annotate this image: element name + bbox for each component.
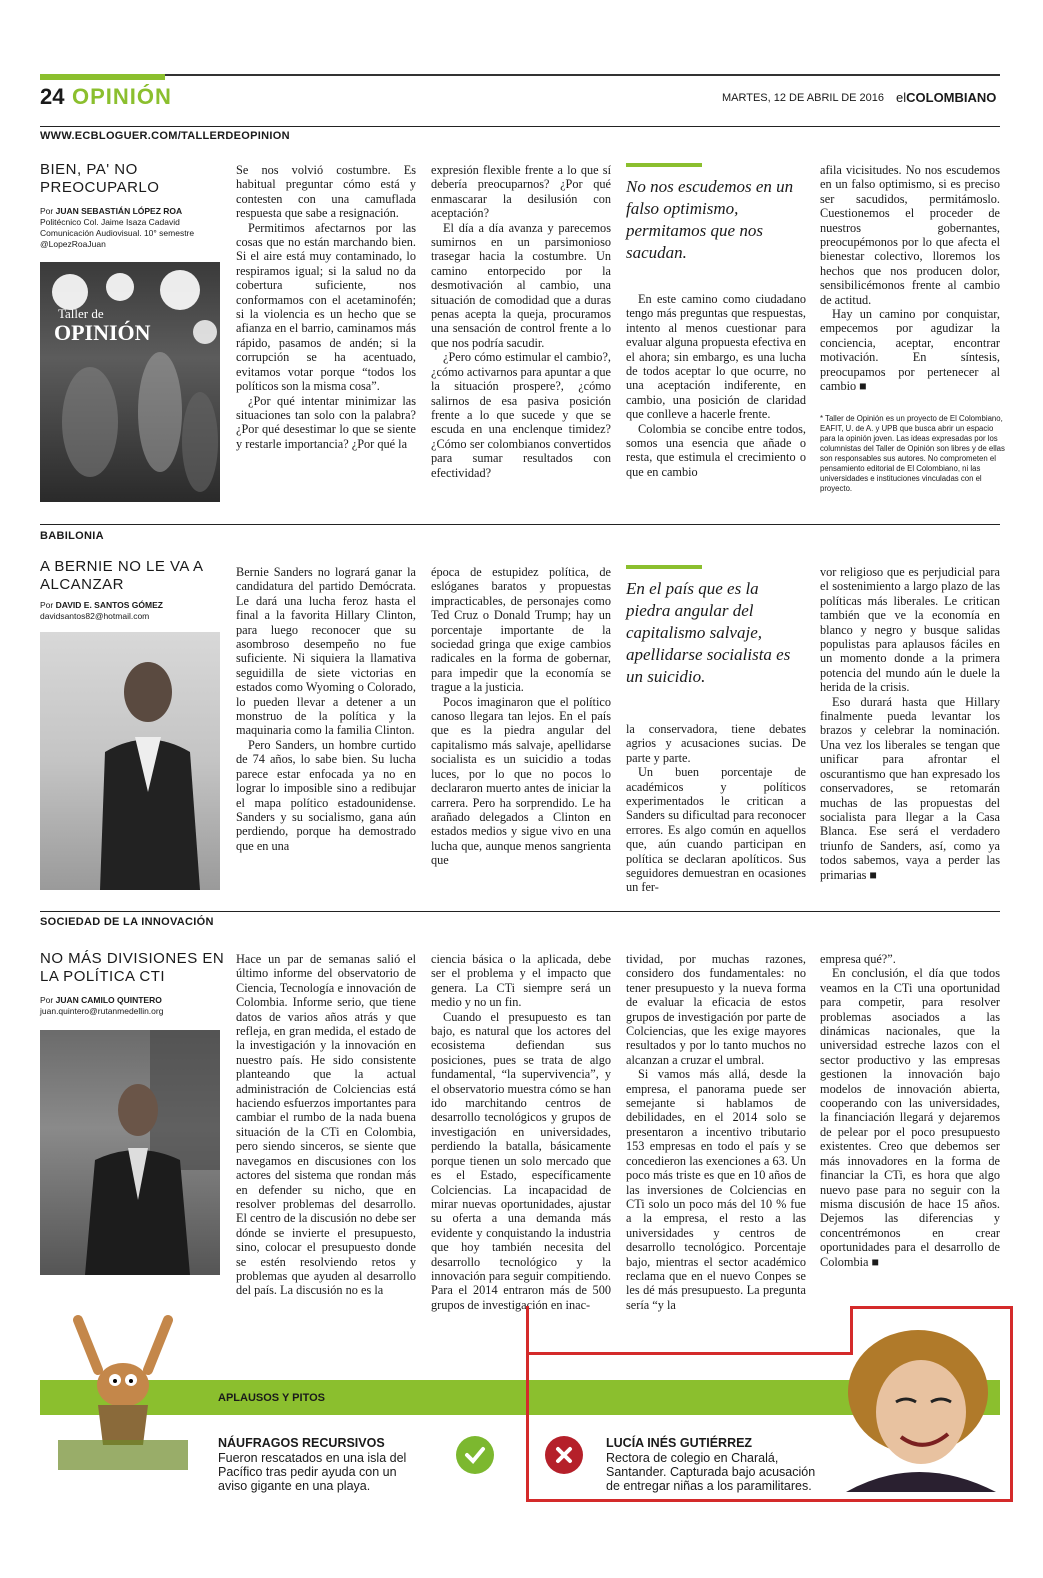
paragraph: empresa qué?”. [820, 952, 896, 966]
paragraph: ciencia básica o la aplicada, debe ser el problema y el impacto que genera. La CTi siempre será un medio y no un fin. [431, 952, 611, 1010]
paragraph: Hace un par de semanas salió el último informe del observatorio de Ciencia, Tecnología e innovación de Colombia. Informe serio, que tiene datos de varios años atrás y que refleja, en gran medida, el estado de la investigación y la innovación en nuestro país. He sido consistente planteando que la actual administración de Colciencias está haciendo esfuerzos importantes para cambiar el rumbo de la nada buena situación de la CTi en Colombia, pero siendo sinceros, se siente que navegamos en discusiones con los actores del sistema que rondan más en defender su nicho, que en resolver problemas del desarrollo. El centro de la discusión no debe ser dónde se invierte el presupuesto, sino, colocar el presupuesto donde se estén resolviendo retos y problemas que ayuden al desarrollo del país. La discusión no es la [236, 952, 416, 1298]
paragraph: El día a día avanza y parecemos sumirnos en un parsimonioso trasegar hacia la costumbre. Un camino entorpecido por la desmotivación al cambio, una situación de comodidad que a duras penas acepta la queja, procuramos una sensación de control frente a lo que nos podría sacudir. [431, 220, 611, 350]
author-info: Comunicación Audiovisual. 10° semestre [40, 228, 195, 238]
article-column [431, 163, 611, 508]
article-column [431, 952, 611, 1342]
paragraph: Se nos volvió costumbre. Es habitual preguntar cómo está y contesten con una camuflada respuesta que sabe a resignación. [236, 163, 416, 221]
byline-prefix: Por [40, 206, 56, 216]
dateline: MARTES, 12 DE ABRIL DE 2016 [722, 92, 885, 104]
article-column [626, 722, 806, 894]
paragraph: época de estupidez política, de eslóganes baratos y propuestas impracticables, de personajes como Ted Cruz o Donald Trump; hay un porcentaje importante de la sociedad gringa que exige cambios radicales en la forma de gobernar, para impedir que la economía se trague a la justicia. [431, 565, 611, 695]
byline-prefix: Por [40, 995, 56, 1005]
aplausos-label: APLAUSOS Y PITOS [218, 1392, 325, 1404]
paragraph: Eso durará hasta que Hillary finalmente pueda levantar los brazos y celebrar la nominación. Una vez los liberales se tengan que unificar para afrontar el oscurantismo que han expresado los conservadores, se retomarán muchas de las propuestas del socialista para llegar a la Casa Blanca. Ese será el verdadero triunfo de Sanders, así, como ya todos sabemos, vaya a perder las primarias ■ [820, 694, 1000, 882]
article-headline: A BERNIE NO LE VA A ALCANZAR [40, 558, 203, 593]
highlight-frame-top-right [850, 1306, 1013, 1309]
paragraph: la conservadora, tiene debates agrios y acusaciones sucias. De parte y parte. [626, 722, 806, 765]
paragraph: Pero Sanders, un hombre curtido de 74 años, lo sabe bien. Su lucha parece estar enfocada ya no en lograr lo imposible sino a redibujar el mapa político estadounidense. Sanders y su socialismo, gana aún perdiendo, porque ha demostrado que en una [236, 737, 416, 853]
section-label-taller: WWW.ECBLOGUER.COM/TALLERDEOPINION [40, 130, 290, 142]
author-info: @LopezRoaJuan [40, 239, 106, 249]
section-rule [40, 524, 1000, 525]
paragraph: tividad, por muchas razones, considero dos fundamentales: no tener presupuesto y la nueva forma de evaluar la eficacia de estos grupos de investigación por parte de Colciencias, que les exige mayores resultados y por lo tanto muchos no alcanzan a cruzar el umbral. [626, 952, 806, 1067]
taller-image-graphic [40, 262, 220, 502]
paragraph: Pocos imaginaron que el político canoso llegara tan lejos. En el país que es la piedra angular del capitalismo más salvaje, apellidarse socialista es un suicidio a todas luces, por lo que no pocos lo declararon muerto antes de iniciar la carrera. Pero ha sorprendido. Le ha arañado delegados a Clinton en estados medios y sigue vivo en una lucha que, aunque menos sangrienta que [431, 694, 611, 868]
aplauso-text: Fueron rescatados en una isla del Pacífico tras pedir ayuda con un aviso gigante en una playa. [218, 1451, 407, 1493]
article-column [820, 163, 1000, 411]
pito-text: Rectora de colegio en Charalá, Santander. Capturada bajo acusación de entregar niñas a los paramilitares. [606, 1451, 816, 1493]
paragraph: Un buen porcentaje de académicos y políticos experimentados le critican a Sanders su dificultad para reconocer errores. Es algo común en aquellos que, aún cuando participan en política se declaran apolíticos. Sus seguidores demuestran en ocasiones un fer- [626, 765, 806, 894]
taller-image-caption-top: Taller de [58, 306, 104, 321]
taller-image-caption-bottom: OPINIÓN [54, 320, 151, 345]
castaway-illustration [48, 1310, 198, 1475]
article-column [431, 565, 611, 895]
paragraph: Permitimos afectarnos por las cosas que no están marchando bien. Si el aire está muy contaminado, lo respiramos igual; si la salud no da cobertura suficiente, nos conformamos con el acetaminofén; si la violencia es un hecho que se afianza en el barrio, caminamos más rápido, pasamos de andén; si la corrupción se ha acentuado, evitamos votar porque “todos los políticos son la misma cosa”. [236, 220, 416, 394]
top-rule-accent [40, 74, 165, 80]
author-photo-graphic [40, 632, 220, 890]
paragraph: Colombia se concibe entre todos, somos una esencia que añade o resta, que estimula el crecimiento o que en cambio [626, 421, 806, 479]
article-column [236, 163, 416, 508]
section-label-innovacion: SOCIEDAD DE LA INNOVACIÓN [40, 916, 214, 928]
author-name: JUAN SEBASTIÁN LÓPEZ ROA [55, 206, 183, 216]
article-headline: NO MÁS DIVISIONES EN LA POLÍTICA CTI [40, 950, 225, 985]
paragraph: Cuando el presupuesto es tan bajo, es natural que los actores del ecosistema defiendan sus posiciones, pues se trata de algo fundamental, “la supervivencia”, y el observatorio muestra cómo se han ido marchitando centros de desarrollo tecnológicos y grupos de investigación en universidades, perdiendo la batalla, básicamente porque tienen un solo mercado que es el Estado, específicamente Colciencias. La incapacidad de mirar nuevas oportunidades, ajustar su oferta a una demanda más evidente y conquistando la industria que hoy también necesita del desarrollo tecnológico y la innovación para seguir compitiendo. Para el 2014 entraron más de 500 grupos de investigación en inac- [431, 1009, 611, 1312]
author-info: juan.quintero@rutanmedellin.org [40, 1006, 164, 1016]
author-photo [40, 632, 220, 890]
paragraph: En conclusión, el día que todos veamos en la CTi una oportunidad para competir, para resolver problemas asociados a las dinámicas nacionales, que la universidad estreche lazos con el sector productivo y las empresas gestionen la innovación bajo modelos de innovación abierta, cooperando con las universidades, la financiación llegará y dejaremos de pelear por el poco presupuesto existentes. Creo que debemos ser más innovadores en la forma de financiar la CTi, es hora que algo nuevo pase para no seguir con la misma discusión de hace 15 años. Dejemos las diferencias y concentrémonos en crear oportunidades para el desarrollo de Colombia ■ [820, 966, 1000, 1269]
paragraph: ¿Por qué intentar minimizar las situaciones tan solo con la palabra? ¿Por qué desestimar lo que se siente y restarle importancia? ¿Por qué la [236, 393, 416, 451]
author-info: davidsantos82@hotmail.com [40, 611, 150, 621]
paragraph: Hay un camino por conquistar, empecemos por agudizar la conciencia, aceptar, encontrar motivación. En síntesis, preocupamos por pertenecer al cambio ■ [820, 307, 1000, 394]
article-column [626, 292, 806, 508]
paragraph: ¿Pero cómo estimular el cambio?, ¿cómo activarnos para apuntar a que la situación prospere?, ¿cómo salirnos de esa pasiva posición frente a lo que sucede y que se escuda en una enclenque timidez? ¿Cómo ser colombianos convertidos para sumar resultados con efectividad? [431, 350, 611, 480]
section-label-babilonia: BABILONIA [40, 530, 104, 542]
paragraph: vor religioso que es perjudicial para el sostenimiento a largo plazo de las políticas más liberales. Le critican también que ve la economía en blanco y negro y busque salidas populistas para aplausos fáciles en un momento donde a la primera potencia del mundo aún le duele la herida de la crisis. [820, 565, 1000, 695]
article-byline [40, 600, 230, 622]
brand-name: COLOMBIANO [906, 90, 997, 105]
taller-opinion-image [40, 262, 220, 502]
pullquote-accent-bar [626, 163, 702, 167]
author-name: JUAN CAMILO QUINTERO [55, 995, 162, 1005]
pullquote: En el país que es la piedra angular del capitalismo salvaje, apellidarse socialista es un suicidio. [626, 579, 791, 686]
byline-prefix: Por [40, 600, 56, 610]
check-glyph [464, 1444, 486, 1466]
paragraph: Bernie Sanders no logrará ganar la candidatura del partido Demócrata. Le dará una lucha feroz hasta el final a la favorita Hillary Clinton, para luego reconocer que su asombroso desempeño no fue suficiente. Ni siquiera la llamativa seguidilla de siete victorias en estados como Wyoming o Colorado, lo pueden llevar a detener a un monstruo de la política y la maquinaria como la familia Clinton. [236, 565, 416, 738]
article-byline [40, 206, 230, 250]
article-column [236, 952, 416, 1342]
author-photo-graphic [40, 1030, 220, 1275]
article-headline: BIEN, PA' NO PREOCUPARLO [40, 161, 160, 196]
editorial-note: * Taller de Opinión es un proyecto de El Colombiano, EAFIT, U. de A. y UPB que busca abrir un espacio para la opinión joven. Las ideas expresadas por los columnistas del Taller de Opinión son libres y de ellas son responsables sus autores. No comprometen el pensamiento editorial de El Colombiano, ni las universidades e instituciones vinculadas con el proyecto. [820, 414, 1005, 493]
section-rule [40, 126, 1000, 127]
section-title: OPINIÓN [72, 84, 172, 109]
pito-title: LUCÍA INÉS GUTIÉRREZ [606, 1436, 753, 1450]
highlight-frame [526, 1306, 1013, 1502]
paragraph: afila vicisitudes. No nos escudemos en un falso optimismo, si es preciso ser sacudidos, permitámoslo. Cuestionemos el proceder de nuestros gobernantes, preocupémonos por lo que afecta el bienestar colectivo, lloremos los hechos que nos producen dolor, sensibilicémonos frente al cambio de actitud. [820, 163, 1000, 307]
author-photo [40, 1030, 220, 1275]
highlight-frame-notch [850, 1306, 853, 1355]
castaway-cartoon [48, 1310, 198, 1475]
paragraph: En este camino como ciudadano tengo más preguntas que respuestas, intento al menos cuestionar para evaluar alguna propuesta efectiva en el ahora; sin embargo, es una lucha de todos aceptar lo que ocurre, no una aceptación indiferente, en cambio, una posición de claridad que conlleve a hacerle frente. [626, 292, 806, 422]
article-column [820, 952, 1000, 1292]
author-info: Politécnico Col. Jaime Isaza Cadavid [40, 217, 180, 227]
check-icon [456, 1436, 494, 1474]
highlight-frame-top [526, 1352, 852, 1355]
article-column [236, 565, 416, 895]
paragraph: expresión flexible frente a lo que sí debería preocuparnos? ¿Por qué enmascarar la desilusión con aceptación? [431, 163, 611, 221]
article-column [820, 565, 1000, 895]
article-column [626, 952, 806, 1342]
pullquote-accent-bar [626, 565, 702, 569]
pullquote: No nos escudemos en un falso optimismo, permitamos que nos sacudan. [626, 177, 794, 262]
masthead-brand [896, 90, 996, 105]
page-number: 24 [40, 84, 65, 109]
paragraph: Si vamos más allá, desde la empresa, el panorama puede ser semejante si hablamos de debilidades, en el 2014 solo se presentaron a incentivo tributario 153 empresas en todo el país y se concedieron las exenciones a 63. Un poco más triste es que en 10 años de las inversiones de Colciencias en CTi solo un poco más del 10 % fue a la empresa, el resto a las universidades y centros de desarrollo tecnológico. Porcentaje bajo, mientras el sector académico reclama que en el nuevo Conpes se les dé más presupuesto. La pregunta sería “y la [626, 1067, 806, 1312]
brand-prefix: el [896, 90, 907, 105]
top-rule [40, 74, 1000, 76]
article-byline [40, 995, 230, 1017]
aplauso-title: NÁUFRAGOS RECURSIVOS [218, 1436, 385, 1450]
section-rule [40, 911, 1000, 912]
author-name: DAVID E. SANTOS GÓMEZ [55, 600, 163, 610]
